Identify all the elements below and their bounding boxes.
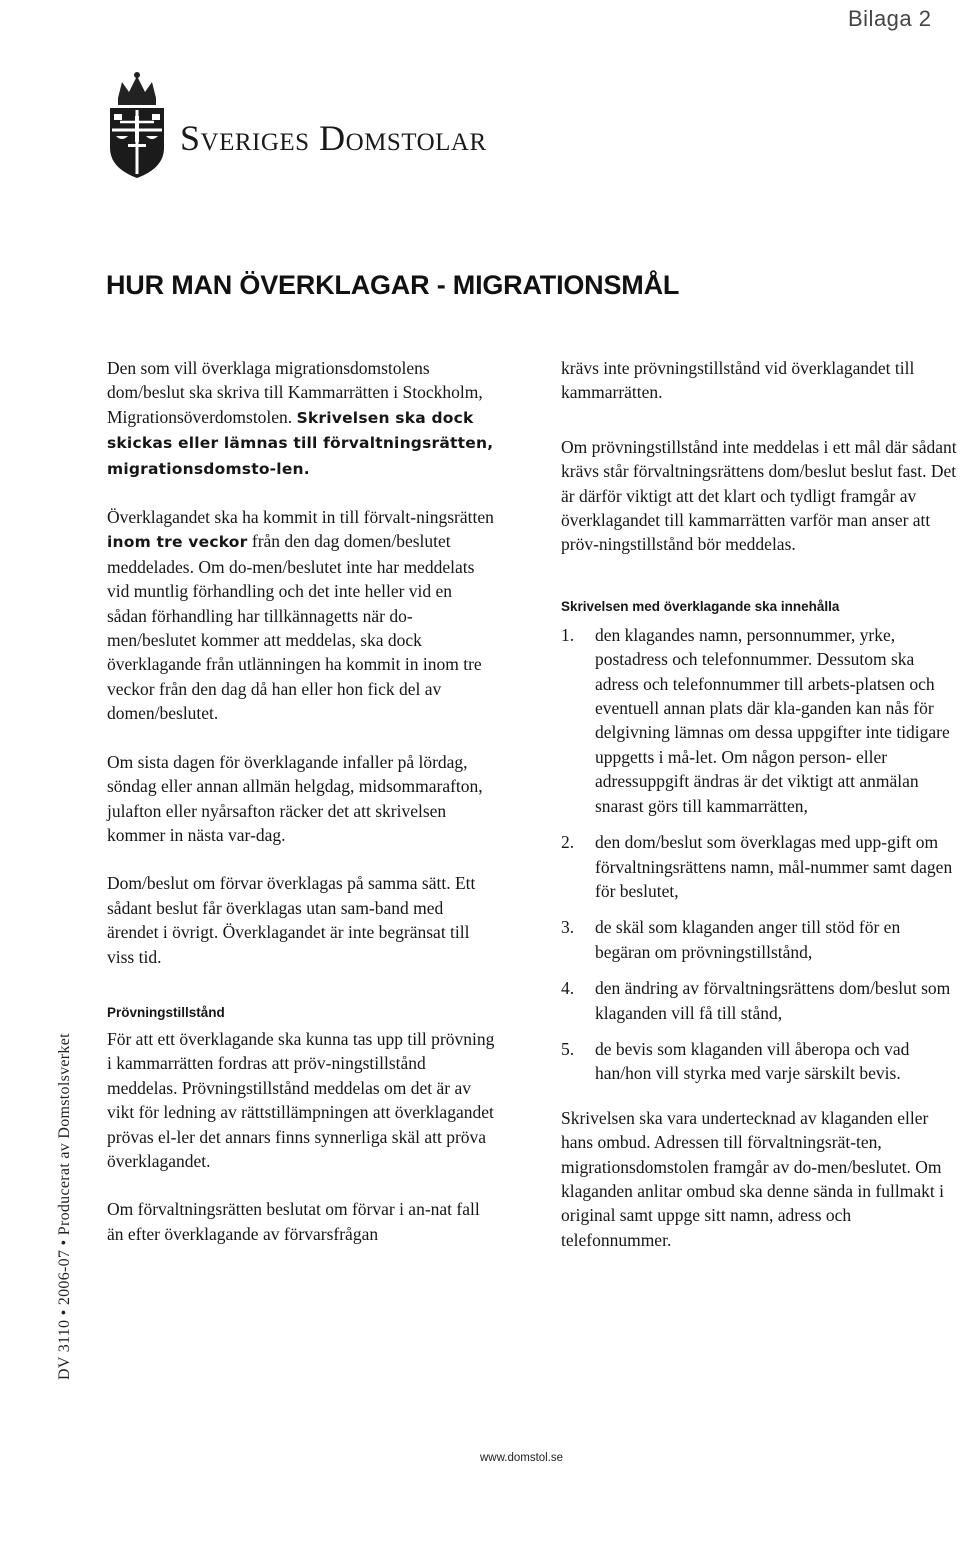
list-text: den ändring av förvaltningsrättens dom/beslut som klaganden vill få till stånd,: [595, 978, 951, 1023]
document-title: HUR MAN ÖVERKLAGAR - MIGRATIONSMÅL: [106, 270, 680, 300]
list-item: [561, 830, 959, 903]
detention-paragraph: Dom/beslut om förvar överklagas på samma sätt. Ett sådant beslut får överklagas utan sam-band med ärendet i övrigt. Överklagandet är inte begränsat till viss tid.: [107, 873, 476, 967]
website-link[interactable]: www.domstol.se: [480, 1452, 564, 1464]
list-text: den dom/beslut som överklagas med upp-gift om förvaltningsrättens namn, mål-nummer samt dagen för beslutet,: [595, 832, 953, 901]
right-column: [561, 356, 959, 1252]
attachment-label: Bilaga 2: [848, 6, 932, 31]
no-leave-paragraph: krävs inte prövningstillstånd vid överklagandet till kammarrätten.: [561, 358, 915, 403]
list-number: 3.: [561, 917, 575, 938]
leave-denied-paragraph: Om prövningstillstånd inte meddelas i ett mål där sådant krävs står förvaltningsrättens dom/beslut beslut fast. Det är därför viktigt att det klart och tydligt framgår av överklagandet till kammarrätten varför man anser att pröv-ningstillstånd bör meddelas.: [561, 436, 957, 555]
list-text: de bevis som klaganden vill åberopa och vad han/hon vill styrka med varje särskilt bevis.: [595, 1038, 910, 1084]
leave-to-appeal-heading: Prövningstillstånd: [107, 1004, 225, 1020]
deadline-text-a: Överklagandet ska ha kommit in till förvalt-ningsrätten: [107, 507, 494, 528]
signature-paragraph: Skrivelsen ska vara undertecknad av klaganden eller hans ombud. Adressen till förvaltningsrät-ten, migrationsdomstolen framgår av do-men/beslutet. Om klaganden anlitar ombud ska denne sända in fullmakt i original samt uppge sitt namn, adress och telefonnummer.: [561, 1107, 944, 1250]
list-number: 4.: [561, 978, 575, 999]
intro-text: Den som vill överklaga migrationsdomstolens dom/beslut ska skriva till Kammarrätten i Stockholm, Migrationsöverdomstolen.: [107, 358, 483, 427]
holiday-paragraph: Om sista dagen för överklagande infaller på lördag, söndag eller annan allmän helgdag, midsommarafton, julafton eller nyårsafton räcker det att skrivelsen kommer in nästa var-dag.: [107, 751, 483, 845]
list-text: de skäl som klaganden anger till stöd för en begäran om prövningstillstånd,: [595, 917, 901, 962]
detention-decision-paragraph: Om förvaltningsrätten beslutat om förvar i an-nat fall än efter överklagande av förvarsfrågan: [107, 1199, 480, 1244]
list-number: 2.: [561, 832, 575, 853]
leave-to-appeal-paragraph: För att ett överklagande ska kunna tas upp till prövning i kammarrätten fordras att pröv-ningstillstånd meddelas. Prövningstillstånd meddelas om det är av vikt för ledning av rättstillämpningen att överklagandet prövas el-ler det annars finns synnerliga skäl att pröva överklagandet.: [107, 1028, 495, 1171]
deadline-bold-text: inom tre veckor: [107, 533, 248, 552]
left-column: [107, 356, 495, 1246]
deadline-paragraph: [107, 505, 495, 726]
list-item: [561, 976, 959, 1025]
list-text: den klagandes namn, personnummer, yrke, postadress och telefonnummer. Dessutom ska adress och telefonnummer till arbets-platsen och eventuell annan plats där kla-ganden kan nås för delgivning lämnas om dessa uppgifter inte tidigare uppgetts i må-let. Om någon person- eller adressuppgift ändras är det viktigt att anmälan snarast görs till kammarrätten,: [595, 624, 950, 816]
brand-name: Sveriges Domstolar: [180, 118, 487, 158]
list-item: [561, 1037, 959, 1086]
production-note: DV 3110 • 2006-07 • Producerat av Domstolsverket: [56, 1033, 73, 1380]
contents-heading: Skrivelsen med överklagande ska innehålla: [561, 598, 840, 614]
list-number: 5.: [561, 1038, 575, 1059]
list-item: [561, 915, 959, 964]
list-number: 1.: [561, 624, 575, 645]
deadline-text-b: från den dag domen/beslutet meddelades. Om do-men/beslutet inte har meddelats vid muntlig förhandling och det inte heller vid en sådan förhandling har tillkännagetts när do-men/beslutet kommer att meddelas, ska dock överklagande från utlänningen ha kommit in inom tre veckor från den dag då han eller hon fick del av domen/beslutet.: [107, 531, 482, 724]
royal-coat-of-arms-icon: [104, 70, 170, 182]
intro-bold-text: Skrivelsen ska dock skickas eller lämnas till förvaltningsrätten, migrationsdomsto-len.: [107, 408, 494, 478]
intro-paragraph: [107, 356, 495, 481]
list-item: [561, 623, 959, 818]
